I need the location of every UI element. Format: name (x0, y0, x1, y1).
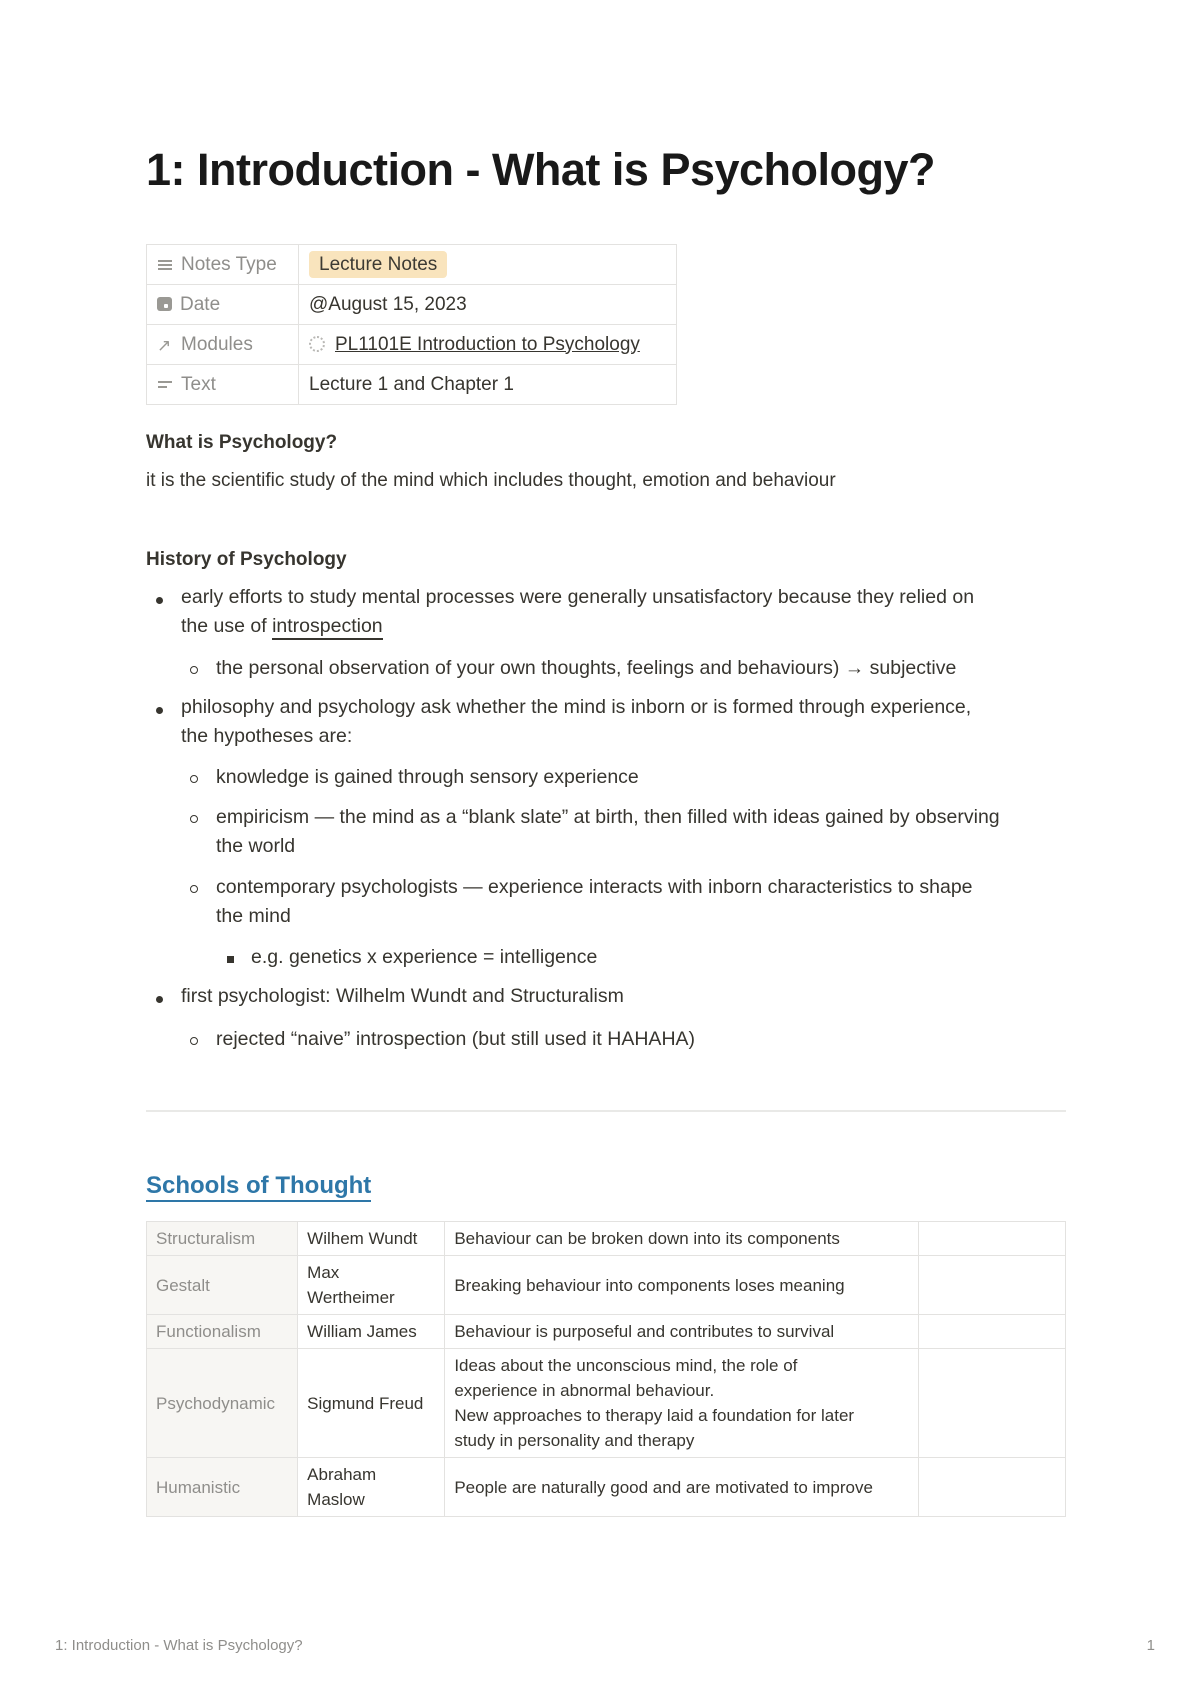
list-item-text: the mind (216, 905, 291, 927)
empty-cell (918, 1222, 1065, 1256)
description-cell (445, 1315, 919, 1349)
list-item-text: philosophy and psychology ask whether the mind is inborn or is formed through experience, (181, 696, 972, 718)
table-row (147, 1222, 1066, 1256)
list-item (216, 803, 1066, 861)
property-key-label: Notes Type (181, 253, 277, 275)
footer-title: 1: Introduction - What is Psychology? (55, 1637, 303, 1654)
person-cell: Max Wertheimer (298, 1256, 445, 1315)
schools-heading-link[interactable]: Schools of Thought (146, 1172, 371, 1202)
empty-cell (918, 1256, 1065, 1315)
text-lines-icon (157, 377, 173, 391)
school-cell: Psychodynamic (147, 1349, 298, 1458)
table-row (147, 1315, 1066, 1349)
empty-cell (918, 1349, 1065, 1458)
bullet-dot (156, 707, 163, 714)
list-item: first psychologist: Wilhelm Wundt and Structuralism (181, 985, 624, 1007)
calendar-icon (157, 297, 172, 311)
page-number: 1 (1146, 1637, 1155, 1654)
list-item (216, 873, 1066, 931)
property-key-label: Text (181, 373, 216, 395)
school-cell: Structuralism (147, 1222, 298, 1256)
property-value[interactable] (299, 245, 677, 285)
description-text: New approaches to therapy laid a foundation for later study in personality and therapy (454, 1406, 855, 1450)
property-row (147, 325, 677, 365)
divider (146, 1110, 1066, 1112)
what-is-text: it is the scientific study of the mind which includes thought, emotion and behaviour (146, 470, 836, 491)
property-row (147, 245, 677, 285)
list-item (181, 583, 1051, 641)
school-cell: Functionalism (147, 1315, 298, 1349)
history-heading: History of Psychology (146, 549, 347, 570)
property-row (147, 365, 677, 405)
person-cell: Abraham Maslow (298, 1458, 445, 1517)
property-key (147, 245, 299, 285)
description-text: Behaviour can be broken down into its components (454, 1229, 840, 1248)
relation-arrow-icon: ↗ (157, 335, 172, 355)
description-text: Breaking behaviour into components loses meaning (454, 1275, 845, 1295)
list-item: knowledge is gained through sensory experience (216, 766, 639, 788)
list-item (181, 693, 1051, 751)
page-title: 1: Introduction - What is Psychology? (146, 144, 936, 195)
list-item-text: the hypotheses are: (181, 725, 353, 747)
description-cell (445, 1222, 919, 1256)
bullet-circle (190, 775, 198, 783)
list-lines-icon (157, 257, 173, 271)
description-text: Behaviour is purposeful and contributes to survival (454, 1322, 835, 1341)
notes-type-tag[interactable]: Lecture Notes (309, 251, 447, 278)
bullet-circle (190, 885, 198, 893)
properties-table (146, 244, 677, 405)
table-row (147, 1256, 1066, 1315)
table-row (147, 1458, 1066, 1517)
bullet-circle (190, 666, 198, 674)
list-item-text: the world (216, 835, 296, 857)
empty-cell (918, 1315, 1065, 1349)
page-loading-icon (309, 336, 325, 352)
property-key (147, 365, 299, 405)
description-cell (445, 1349, 919, 1458)
description-text: People are naturally good and are motivated to improve (454, 1477, 873, 1497)
list-item: the personal observation of your own thoughts, feelings and behaviours) → subjective (216, 657, 957, 679)
person-cell: William James (298, 1315, 445, 1349)
what-is-heading: What is Psychology? (146, 432, 338, 453)
property-key-label: Modules (181, 333, 253, 355)
description-cell (445, 1458, 919, 1517)
list-item-text: the use of (181, 615, 273, 637)
bullet-circle (190, 1037, 198, 1045)
property-value[interactable] (299, 325, 677, 365)
property-key (147, 325, 299, 365)
list-item-text: empiricism — the mind as a “blank slate” at birth, then filled with ideas gained by observing (216, 806, 1000, 828)
property-row (147, 285, 677, 325)
table-row (147, 1349, 1066, 1458)
property-key (147, 285, 299, 325)
person-cell: Wilhem Wundt (298, 1222, 445, 1256)
bullet-square (227, 956, 234, 963)
text-value[interactable]: Lecture 1 and Chapter 1 (299, 365, 677, 405)
property-key-label: Date (180, 293, 221, 315)
list-item-text: early efforts to study mental processes were generally unsatisfactory because they relied on (181, 586, 975, 608)
empty-cell (918, 1458, 1065, 1517)
list-item-text: contemporary psychologists — experience interacts with inborn characteristics to shape (216, 876, 973, 898)
list-item: rejected “naive” introspection (but still used it HAHAHA) (216, 1028, 696, 1050)
person-cell: Sigmund Freud (298, 1349, 445, 1458)
description-text: Ideas about the unconscious mind, the role of experience in abnormal behaviour. (454, 1356, 798, 1400)
school-cell: Humanistic (147, 1458, 298, 1517)
bullet-dot (156, 597, 163, 604)
date-value[interactable]: @August 15, 2023 (299, 285, 677, 325)
bullet-dot (156, 996, 163, 1003)
list-item: e.g. genetics x experience = intelligence (251, 946, 598, 968)
bullet-circle (190, 815, 198, 823)
introspection-term: introspection (272, 615, 383, 640)
description-cell (445, 1256, 919, 1315)
schools-table (146, 1221, 1066, 1517)
school-cell: Gestalt (147, 1256, 298, 1315)
module-link[interactable]: PL1101E Introduction to Psychology (335, 333, 640, 355)
